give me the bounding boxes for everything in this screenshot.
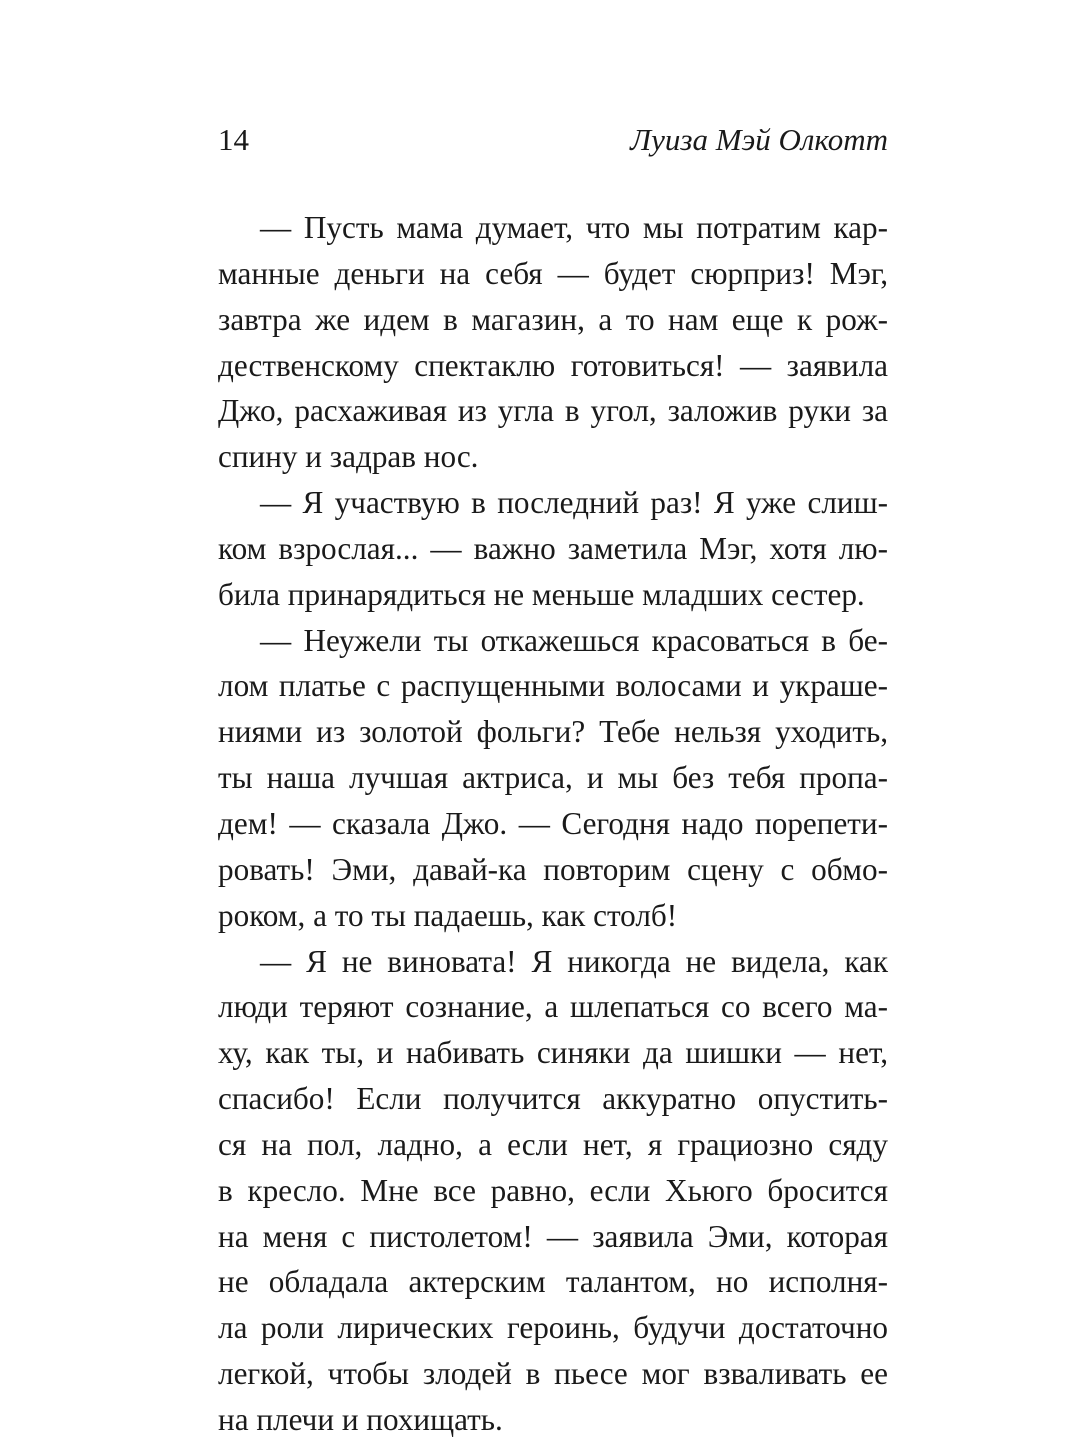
text-line: Джо, расхаживая из угла в угол, заложив руки за <box>218 393 888 429</box>
text-line: — Я участвую в последний раз! Я уже слиш- <box>260 485 888 521</box>
body-text <box>218 205 888 1443</box>
text-line: не обладала актерским талантом, но исполня- <box>218 1264 888 1300</box>
text-line: на плечи и похищать. <box>218 1401 503 1437</box>
text-line: — Пусть мама думает, что мы потратим кар- <box>260 210 888 245</box>
text-line: дественскому спектаклю готовиться! — заявила <box>218 347 888 383</box>
text-line: в кресло. Мне все равно, если Хьюго бросится <box>218 1172 888 1208</box>
running-head <box>218 118 888 162</box>
text-line: била принарядиться не меньше младших сестер. <box>218 576 865 612</box>
text-line: ху, как ты, и набивать синяки да шишки — нет, <box>218 1035 888 1071</box>
text-line: ся на пол, ладно, а если нет, я грациозно сяду <box>218 1126 888 1162</box>
text-line: ты наша лучшая актриса, и мы без тебя пропа- <box>218 760 888 796</box>
text-line: ровать! Эми, давай-ка повторим сцену с обмо- <box>218 851 888 887</box>
text-line: дем! — сказала Джо. — Сегодня надо порепети- <box>218 805 888 841</box>
text-line: ниями из золотой фольги? Тебе нельзя уходить, <box>218 714 888 750</box>
text-line: спину и задрав нос. <box>218 439 479 475</box>
text-line: ком взрослая... — важно заметила Мэг, хотя лю- <box>218 530 888 566</box>
text-line: ла роли лирических героинь, будучи достаточно <box>218 1310 888 1346</box>
running-title: Луиза Мэй Олкотт <box>630 122 888 157</box>
text-line: роком, а то ты падаешь, как столб! <box>218 897 678 933</box>
text-line: лом платье с распущенными волосами и украше- <box>218 668 888 704</box>
text-line: на меня с пистолетом! — заявила Эми, которая <box>218 1218 888 1254</box>
page-number: 14 <box>218 122 249 157</box>
text-line: манные деньги на себя — будет сюрприз! Мэг, <box>218 255 888 291</box>
text-line: — Неужели ты откажешься красоваться в бе- <box>260 622 888 658</box>
text-line: завтра же идем в магазин, а то нам еще к рож- <box>218 301 888 337</box>
text-line: люди теряют сознание, а шлепаться со всего ма- <box>218 989 888 1025</box>
text-line: спасибо! Если получится аккуратно опустить- <box>218 1081 888 1117</box>
text-line: легкой, чтобы злодей в пьесе мог взваливать ее <box>218 1356 888 1392</box>
text-line: — Я не виновата! Я никогда не видела, как <box>260 943 888 979</box>
